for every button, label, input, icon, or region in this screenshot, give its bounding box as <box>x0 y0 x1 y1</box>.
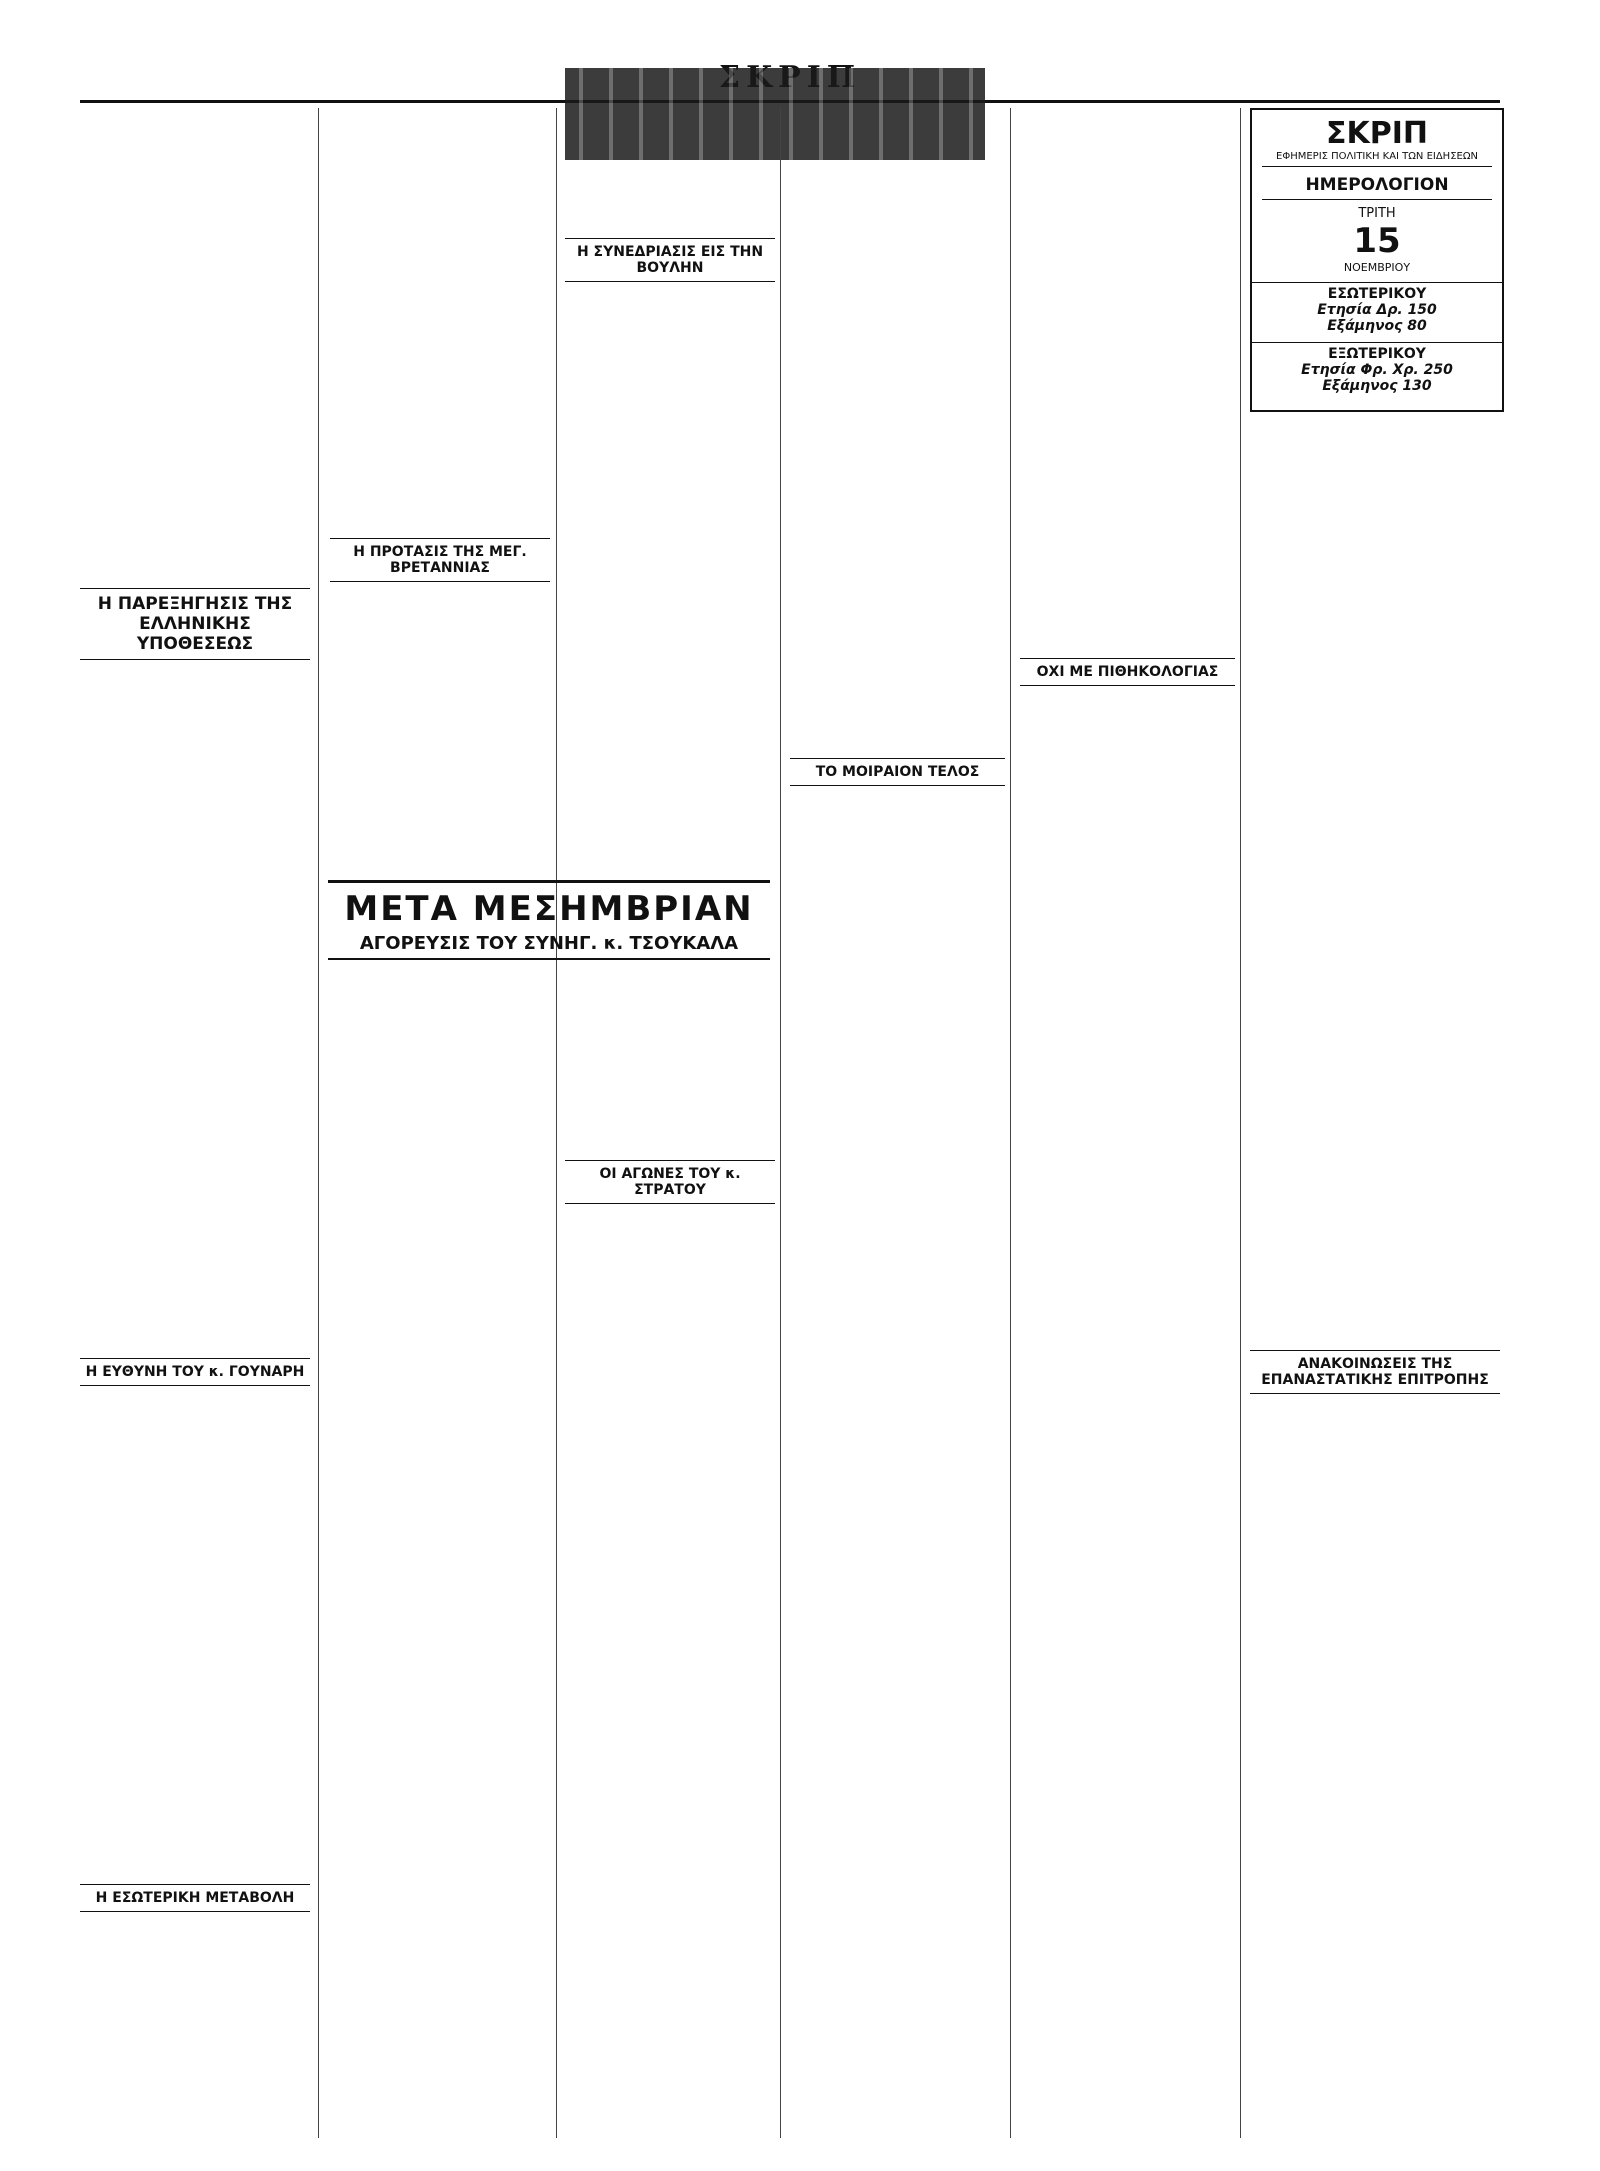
headline-pitheko: ΟΧΙ ΜΕ ΠΙΘΗΚΟΛΟΓΙΑΣ <box>1020 658 1235 686</box>
column-1 <box>80 108 310 2138</box>
box-day: ΤΡΙΤΗ <box>1358 206 1396 221</box>
column-3 <box>565 108 775 868</box>
box-foreign-heading: ΕΞΩΤΕΡΙΚΟΥ <box>1252 342 1502 362</box>
box-foreign-annual: Ετησία Φρ. Χρ. 250 <box>1301 362 1453 378</box>
headline-gounaris: Η ΕΥΘΥΝΗ ΤΟΥ κ. ΓΟΥΝΑΡΗ <box>80 1358 310 1386</box>
body-text-block <box>80 1394 310 1874</box>
body-text-block <box>80 108 310 578</box>
big-headline-title: ΜΕΤΑ ΜΕΣΗΜΒΡΙΑΝ <box>328 880 770 929</box>
column-5 <box>1020 108 1235 868</box>
body-text-block <box>1020 108 1235 648</box>
headline-boule: Η ΣΥΝΕΔΡΙΑΣΙΣ ΕΙΣ ΤΗΝ ΒΟΥΛΗΝ <box>565 238 775 282</box>
headline-stratou: ΟΙ ΑΓΩΝΕΣ ΤΟΥ κ. ΣΤΡΑΤΟΥ <box>565 1160 775 1204</box>
column-2 <box>330 108 550 868</box>
column-3-lower <box>565 1150 775 1250</box>
headline-exoteriko: ΑΝΑΚΟΙΝΩΣΕΙΣ ΤΗΣ ΕΠΑΝΑΣΤΑΤΙΚΗΣ ΕΠΙΤΡΟΠΗΣ <box>1250 1350 1500 1394</box>
body-text-block <box>565 108 775 228</box>
headline-greek-affairs: Η ΠΑΡΕΞΗΓΗΣΙΣ ΤΗΣ ΕΛΛΗΝΙΚΗΣ ΥΠΟΘΕΣΕΩΣ <box>80 588 310 660</box>
headline-ecumenical: Η ΠΡΟΤΑΣΙΣ ΤΗΣ ΜΕΓ. ΒΡΕΤΑΝΝΙΑΣ <box>330 538 550 582</box>
big-headline-subtitle: ΑΓΟΡΕΥΣΙΣ ΤΟΥ ΣΥΝΗΓ. κ. ΤΣΟΥΚΑΛΑ <box>328 933 770 960</box>
masthead-info-box <box>1250 108 1504 412</box>
column-4 <box>790 108 1005 868</box>
column-divider <box>1240 108 1241 2138</box>
box-domestic-annual: Ετησία Δρ. 150 <box>1317 302 1437 318</box>
body-text-block <box>80 668 310 1348</box>
box-date: 15 <box>1353 221 1401 261</box>
box-title: ΣΚΡΙΠ <box>1326 116 1428 151</box>
headline-internal-change: Η ΕΣΩΤΕΡΙΚΗ ΜΕΤΑΒΟΛΗ <box>80 1884 310 1912</box>
box-month: ΝΟΕΜΒΡΙΟΥ <box>1343 261 1411 274</box>
box-foreign-semi: Εξάμηνος 130 <box>1322 378 1432 394</box>
body-text-block <box>330 108 550 528</box>
box-domestic-semi: Εξάμηνος 80 <box>1327 318 1427 334</box>
box-calendar: ΗΜΕΡΟΛΟΓΙΟΝ <box>1262 175 1492 200</box>
column-divider <box>1010 108 1011 2138</box>
column-divider <box>780 108 781 2138</box>
body-text-block <box>790 108 1005 748</box>
box-domestic-heading: ΕΣΩΤΕΡΙΚΟΥ <box>1252 282 1502 302</box>
column-divider <box>318 108 319 2138</box>
column-6-lower <box>1250 1340 1500 1400</box>
box-subtitle: ΕΦΗΜΕΡΙΣ ΠΟΛΙΤΙΚΗ ΚΑΙ ΤΩΝ ΕΙΔΗΣΕΩΝ <box>1262 151 1492 167</box>
headline-kemal: ΤΟ ΜΟΙΡΑΙΟΝ ΤΕΛΟΣ <box>790 758 1005 786</box>
column-divider <box>556 108 557 2138</box>
big-headline <box>328 880 770 960</box>
